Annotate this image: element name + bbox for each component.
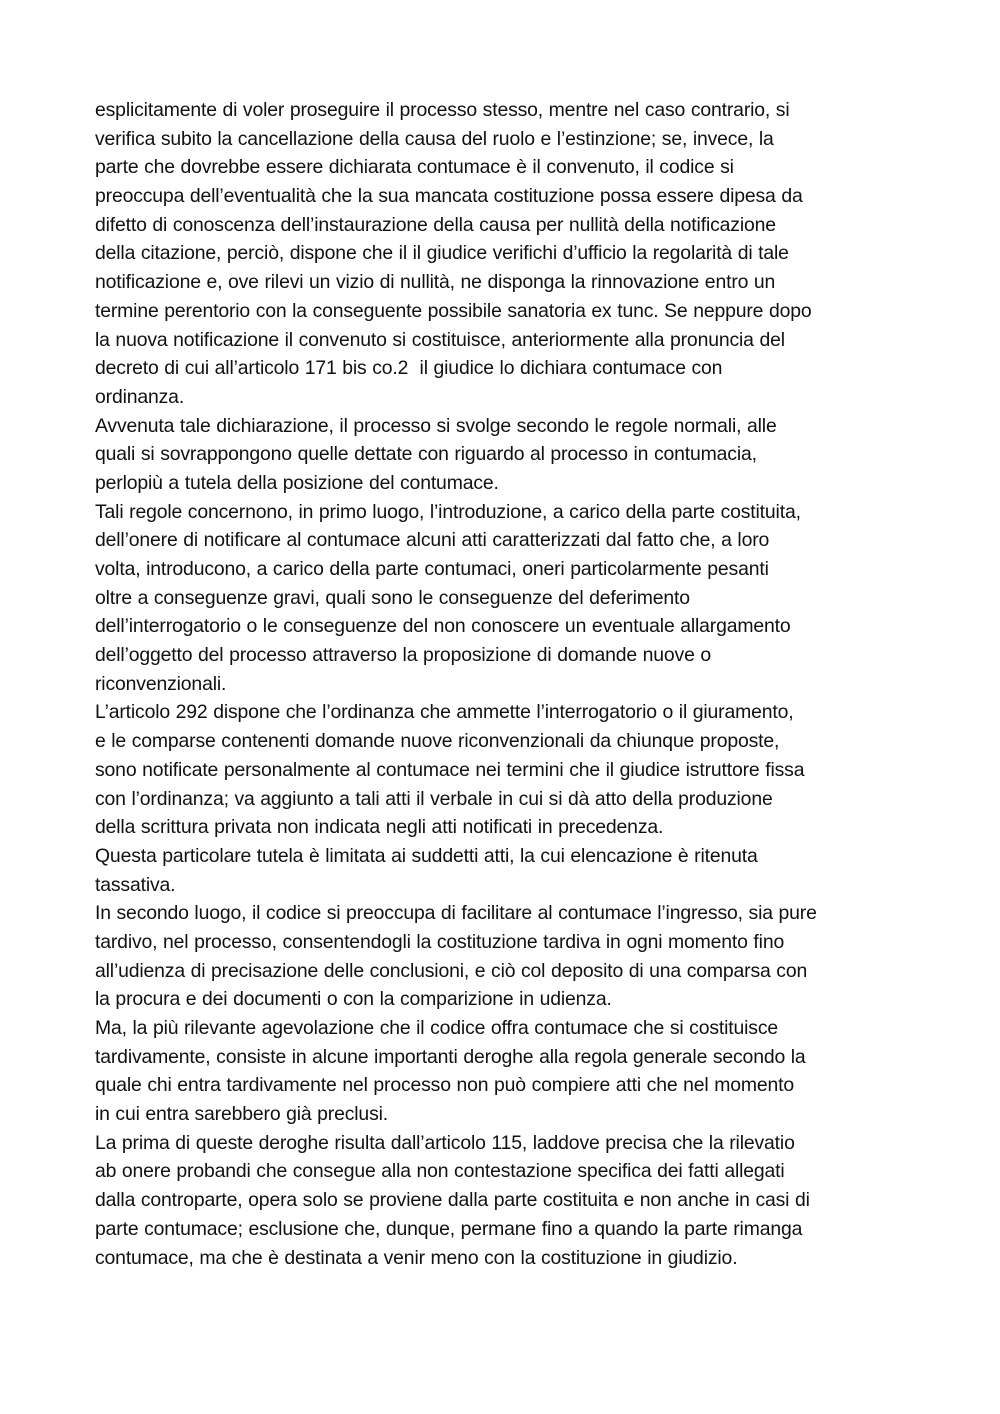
text-line: parte contumace; esclusione che, dunque, permane fino a quando la parte rimanga — [95, 1217, 803, 1240]
text-line: della citazione, perciò, dispone che il il giudice verifichi d’ufficio la regolarità di tale — [95, 242, 789, 265]
text-line: oltre a conseguenze gravi, quali sono le conseguenze del deferimento — [95, 586, 690, 609]
text-line: quali si sovrappongono quelle dettate con riguardo al processo in contumacia, — [95, 443, 757, 466]
text-line: termine perentorio con la conseguente possibile sanatoria ex tunc. Se neppure dopo — [95, 299, 812, 322]
text-line: ab onere probandi che consegue alla non contestazione specifica dei fatti allegati — [95, 1160, 785, 1183]
text-line: tardivo, nel processo, consentendogli la costituzione tardiva in ogni momento fino — [95, 930, 785, 953]
text-line: in cui entra sarebbero già preclusi. — [95, 1103, 389, 1126]
text-line: Avvenuta tale dichiarazione, il processo si svolge secondo le regole normali, alle — [95, 414, 777, 437]
text-line: la procura e dei documenti o con la comparizione in udienza. — [95, 988, 612, 1011]
text-line: volta, introducono, a carico della parte contumaci, oneri particolarmente pesanti — [95, 558, 769, 580]
text-line: Ma, la più rilevante agevolazione che il codice offra contumace che si costituisce — [95, 1017, 779, 1039]
text-line: e le comparse contenenti domande nuove riconvenzionali da chiunque proposte, — [95, 730, 780, 753]
text-line: difetto di conoscenza dell’instaurazione della causa per nullità della notificazione — [95, 213, 776, 236]
text-line: tassativa. — [95, 873, 176, 896]
text-line: decreto di cui all’articolo 171 bis co.2 il giudice lo dichiara contumace con — [95, 357, 723, 380]
text-line: la nuova notificazione il convenuto si costituisce, anteriormente alla pronuncia del — [95, 328, 785, 351]
text-line: dell’interrogatorio o le conseguenze del non conoscere un eventuale allargamento — [95, 615, 791, 638]
text-line: Tali regole concernono, in primo luogo, l’introduzione, a carico della parte costituita, — [95, 500, 801, 523]
text-line: esplicitamente di voler proseguire il processo stesso, mentre nel caso contrario, si — [95, 99, 790, 121]
text-line: Questa particolare tutela è limitata ai suddetti atti, la cui elencazione è ritenuta — [95, 844, 758, 867]
text-line: dell’onere di notificare al contumace alcuni atti caratterizzati dal fatto che, a loro — [95, 529, 770, 552]
text-line: riconvenzionali. — [95, 672, 227, 695]
text-line: preoccupa dell’eventualità che la sua mancata costituzione possa essere dipesa da — [95, 185, 803, 208]
text-line: ordinanza. — [95, 385, 185, 408]
text-line: notificazione e, ove rilevi un vizio di nullità, ne disponga la rinnovazione entro un — [95, 271, 776, 294]
body-text — [95, 96, 905, 1272]
text-line: quale chi entra tardivamente nel processo non può compiere atti che nel momento — [95, 1074, 794, 1097]
text-line: tardivamente, consiste in alcune importanti deroghe alla regola generale secondo la — [95, 1045, 806, 1068]
text-line: La prima di queste deroghe risulta dall’articolo 115, laddove precisa che la rilevatio — [95, 1131, 795, 1154]
text-line: perlopiù a tutela della posizione del contumace. — [95, 471, 499, 494]
text-line: della scrittura privata non indicata negli atti notificati in precedenza. — [95, 816, 664, 839]
text-line: dell’oggetto del processo attraverso la proposizione di domande nuove o — [95, 644, 712, 667]
text-line: In secondo luogo, il codice si preoccupa di facilitare al contumace l’ingresso, sia pure — [95, 902, 817, 925]
text-line: parte che dovrebbe essere dichiarata contumace è il convenuto, il codice si — [95, 156, 734, 179]
text-line: contumace, ma che è destinata a venir meno con la costituzione in giudizio. — [95, 1246, 738, 1269]
text-line: all’udienza di precisazione delle conclusioni, e ciò col deposito di una comparsa con — [95, 959, 808, 982]
text-line: L’articolo 292 dispone che l’ordinanza che ammette l’interrogatorio o il giuramento, — [95, 701, 794, 724]
text-line: con l’ordinanza; va aggiunto a tali atti il verbale in cui si dà atto della produzione — [95, 787, 773, 810]
text-line: verifica subito la cancellazione della causa del ruolo e l’estinzione; se, invece, la — [95, 127, 774, 150]
text-line: sono notificate personalmente al contumace nei termini che il giudice istruttore fissa — [95, 758, 805, 781]
text-line: dalla controparte, opera solo se proviene dalla parte costituita e non anche in casi di — [95, 1189, 810, 1212]
